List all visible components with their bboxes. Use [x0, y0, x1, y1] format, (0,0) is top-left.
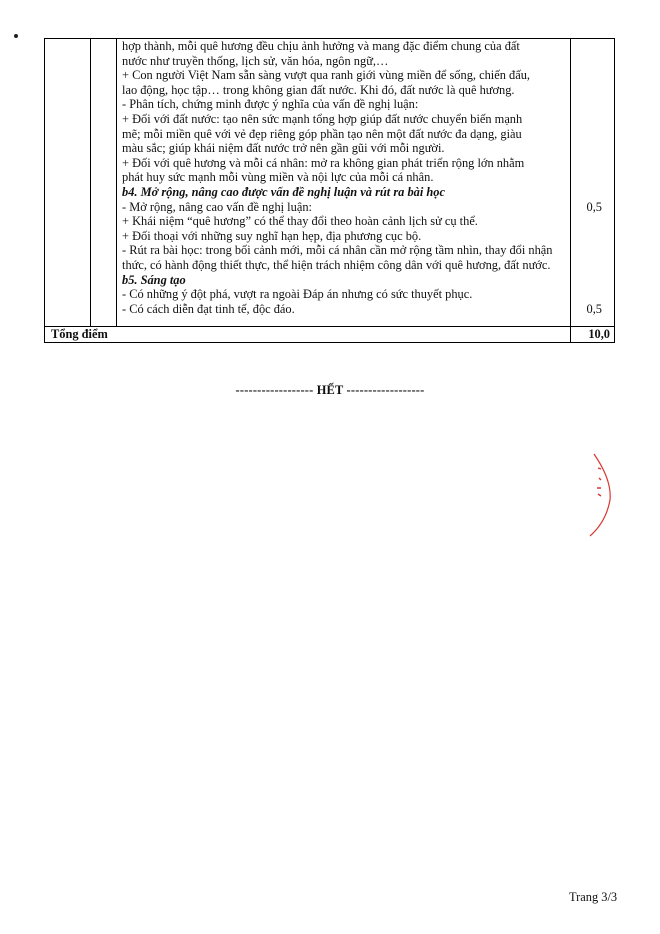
page-number: Trang 3/3 [569, 890, 618, 904]
content-block-intro [122, 39, 564, 185]
section-b5 [122, 273, 564, 317]
cell-spacer [122, 316, 564, 326]
total-label: Tổng điểm [45, 327, 571, 343]
section-cell [45, 39, 91, 327]
content-line: nước như truyền thống, lịch sử, văn hóa, ngôn ngữ,… [122, 53, 389, 68]
total-row [45, 327, 615, 343]
end-marker: ------------------ HẾT ------------------ [235, 383, 425, 397]
section-b4-heading: b4. Mở rộng, nâng cao được vấn đề nghị luận và rút ra bài học [122, 184, 445, 199]
item-cell [91, 39, 117, 327]
content-line: lao động, học tập… trong không gian đất nước. Khi đó, đất nước là quê hương. [122, 82, 515, 97]
content-line: - Rút ra bài học: trong bối cảnh mới, mỗi cá nhân cần mở rộng tầm nhìn, thay đổi nhận [122, 243, 553, 258]
content-line: - Mở rộng, nâng cao vấn đề nghị luận: [122, 199, 312, 214]
content-line: + Con người Việt Nam sẵn sàng vượt qua ranh giới vùng miền để sống, chiến đấu, [122, 68, 531, 83]
total-score: 10,0 [571, 327, 615, 343]
content-line: hợp thành, mỗi quê hương đều chịu ảnh hưởng và mang đặc điểm chung của đất [122, 39, 520, 53]
score-b5: 0,5 [586, 302, 602, 316]
content-line: thức, có hành động thiết thực, thể hiện trách nhiệm công dân với quê hương, đất nước. [122, 257, 551, 272]
content-line: + Đối thoại với những suy nghĩ hạn hẹp, địa phương cục bộ. [122, 228, 422, 243]
content-line: + Đối với đất nước: tạo nên sức mạnh tổng hợp giúp đất nước chuyển biến mạnh [122, 111, 523, 126]
scoring-table [44, 38, 615, 343]
content-line: - Có cách diễn đạt tinh tế, độc đáo. [122, 301, 295, 316]
content-line: màu sắc; giúp khái niệm đất nước trở nên gần gũi với mỗi người. [122, 141, 445, 156]
content-line: - Phân tích, chứng minh được ý nghĩa của vấn đề nghị luận: [122, 97, 419, 112]
content-cell [117, 39, 571, 327]
content-line: + Khái niệm “quê hương” có thể thay đổi theo hoàn cảnh lịch sử cụ thể. [122, 214, 478, 229]
content-line: - Có những ý đột phá, vượt ra ngoài Đáp án nhưng có sức thuyết phục. [122, 287, 473, 302]
section-b5-heading: b5. Sáng tạo [122, 272, 186, 287]
table-row [45, 39, 615, 327]
score-cell [571, 39, 615, 327]
red-seal-fragment [572, 450, 612, 540]
content-line: mẽ; mỗi miền quê với vẻ đẹp riêng góp phần tạo nên một đất nước đa dạng, giàu [122, 126, 522, 141]
content-line: + Đối với quê hương và mỗi cá nhân: mở ra không gian phát triển rộng lớn nhằm [122, 155, 525, 170]
scan-dot [14, 34, 18, 38]
section-b4 [122, 185, 564, 273]
score-b4: 0,5 [586, 200, 602, 214]
content-line: phát huy sức mạnh mỗi vùng miền và nội lực của mỗi cá nhân. [122, 170, 434, 185]
